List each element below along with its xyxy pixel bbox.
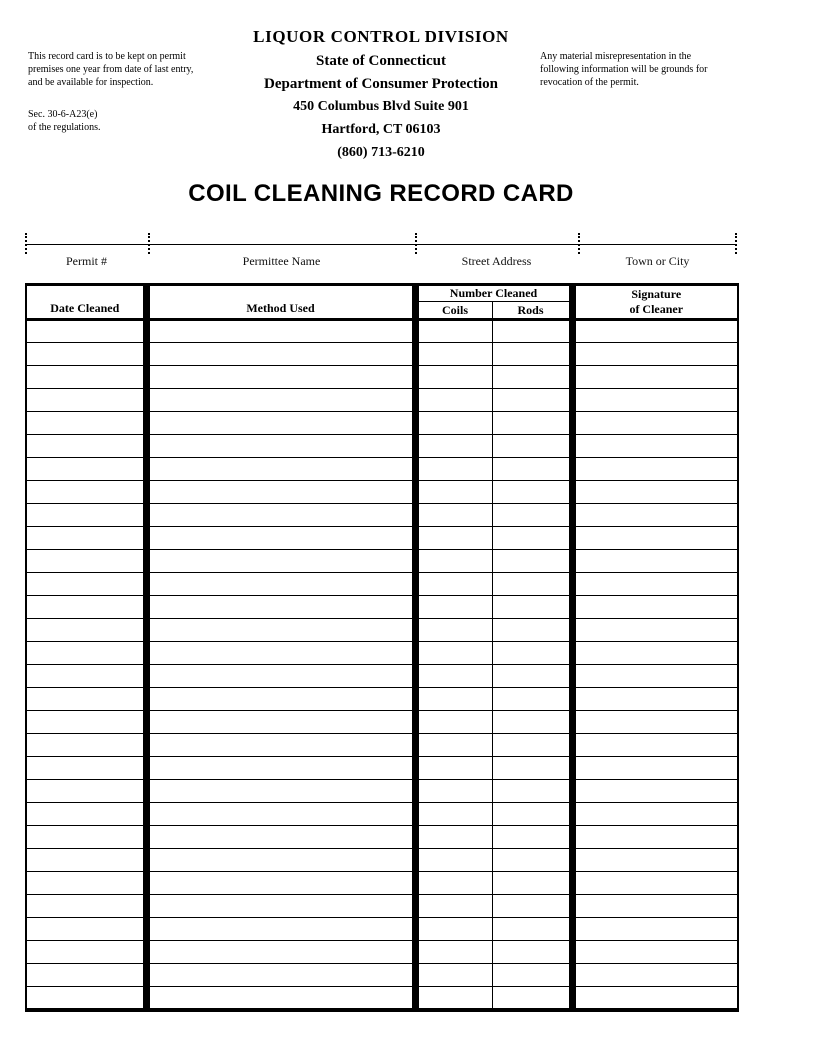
dotted-tick: [578, 233, 580, 254]
date-cleaned-cell: [26, 573, 146, 596]
method-used-cell: [146, 389, 415, 412]
date-cleaned-cell: [26, 780, 146, 803]
rods-cell: [492, 573, 572, 596]
signature-cell: [572, 964, 738, 987]
record-row: [26, 849, 738, 872]
signature-cell: [572, 481, 738, 504]
date-cleaned-header: Date Cleaned: [26, 285, 146, 320]
regulation-reference-line: of the regulations.: [28, 122, 101, 133]
record-row: [26, 366, 738, 389]
signature-cell: [572, 550, 738, 573]
misrepresentation-warning: [540, 50, 750, 89]
signature-cell: [572, 711, 738, 734]
date-cleaned-cell: [26, 642, 146, 665]
coils-cell: [415, 734, 492, 757]
method-used-cell: [146, 826, 415, 849]
signature-cell: [572, 389, 738, 412]
record-row: [26, 803, 738, 826]
retention-note-line: This record card is to be kept on permit: [28, 51, 186, 62]
dotted-tick: [735, 233, 737, 254]
record-row: [26, 642, 738, 665]
date-cleaned-cell: [26, 918, 146, 941]
date-cleaned-cell: [26, 711, 146, 734]
dotted-tick: [148, 233, 150, 254]
coils-cell: [415, 504, 492, 527]
rods-cell: [492, 872, 572, 895]
signature-cell: [572, 665, 738, 688]
page-title: COIL CLEANING RECORD CARD: [188, 180, 574, 207]
rods-cell: [492, 458, 572, 481]
record-row: [26, 389, 738, 412]
retention-note-line: premises one year from date of last entry,: [28, 64, 194, 75]
record-row: [26, 918, 738, 941]
date-cleaned-cell: [26, 458, 146, 481]
rods-cell: [492, 435, 572, 458]
method-used-cell: [146, 987, 415, 1010]
date-cleaned-cell: [26, 550, 146, 573]
method-used-cell: [146, 412, 415, 435]
date-cleaned-cell: [26, 895, 146, 918]
coils-cell: [415, 941, 492, 964]
method-used-cell: [146, 803, 415, 826]
method-used-cell: [146, 596, 415, 619]
rods-cell: [492, 895, 572, 918]
date-cleaned-cell: [26, 849, 146, 872]
signature-cell: [572, 435, 738, 458]
dotted-tick: [25, 233, 27, 254]
date-cleaned-cell: [26, 389, 146, 412]
method-used-cell: [146, 849, 415, 872]
rods-cell: [492, 366, 572, 389]
table-header: [26, 285, 738, 320]
record-row: [26, 619, 738, 642]
coils-cell: [415, 665, 492, 688]
date-cleaned-cell: [26, 757, 146, 780]
rods-cell: [492, 849, 572, 872]
coils-cell: [415, 573, 492, 596]
rods-cell: [492, 665, 572, 688]
record-row: [26, 826, 738, 849]
method-used-header: Method Used: [146, 285, 415, 320]
method-used-cell: [146, 711, 415, 734]
state-name: State of Connecticut: [316, 53, 446, 69]
method-used-cell: [146, 504, 415, 527]
record-row: [26, 688, 738, 711]
method-used-cell: [146, 780, 415, 803]
coils-cell: [415, 987, 492, 1010]
coils-cell: [415, 803, 492, 826]
rods-cell: [492, 734, 572, 757]
date-cleaned-cell: [26, 826, 146, 849]
date-cleaned-cell: [26, 366, 146, 389]
coils-cell: [415, 527, 492, 550]
method-used-cell: [146, 918, 415, 941]
number-cleaned-header: Number Cleaned: [415, 285, 572, 302]
record-row: [26, 872, 738, 895]
record-row: [26, 343, 738, 366]
record-row: [26, 734, 738, 757]
record-row: [26, 320, 738, 343]
method-used-cell: [146, 619, 415, 642]
signature-cell: [572, 803, 738, 826]
signature-header-line: of Cleaner: [629, 302, 684, 316]
misrepresentation-warning-line: revocation of the permit.: [540, 77, 639, 88]
rods-cell: [492, 757, 572, 780]
method-used-cell: [146, 688, 415, 711]
rods-header: Rods: [492, 302, 572, 320]
coils-cell: [415, 389, 492, 412]
coils-cell: [415, 780, 492, 803]
rods-cell: [492, 320, 572, 343]
coils-cell: [415, 550, 492, 573]
date-cleaned-cell: [26, 734, 146, 757]
record-row: [26, 780, 738, 803]
rods-cell: [492, 780, 572, 803]
address-line-1: 450 Columbus Blvd Suite 901: [293, 99, 469, 114]
address-line-2: Hartford, CT 06103: [321, 122, 441, 137]
permit-info-line: [25, 231, 737, 273]
record-row: [26, 527, 738, 550]
date-cleaned-cell: [26, 412, 146, 435]
record-row: [26, 711, 738, 734]
coils-cell: [415, 711, 492, 734]
method-used-cell: [146, 343, 415, 366]
rods-cell: [492, 504, 572, 527]
rods-cell: [492, 918, 572, 941]
coils-cell: [415, 366, 492, 389]
method-used-cell: [146, 573, 415, 596]
rods-cell: [492, 481, 572, 504]
method-used-cell: [146, 964, 415, 987]
date-cleaned-cell: [26, 504, 146, 527]
retention-note-line: and be available for inspection.: [28, 77, 154, 88]
record-row: [26, 550, 738, 573]
coils-cell: [415, 918, 492, 941]
method-used-cell: [146, 665, 415, 688]
coils-cell: [415, 964, 492, 987]
record-row: [26, 596, 738, 619]
record-row: [26, 665, 738, 688]
date-cleaned-cell: [26, 803, 146, 826]
coils-cell: [415, 343, 492, 366]
rods-cell: [492, 389, 572, 412]
signature-of-cleaner-header: [572, 285, 738, 320]
signature-cell: [572, 573, 738, 596]
date-cleaned-cell: [26, 527, 146, 550]
coils-cell: [415, 481, 492, 504]
rods-cell: [492, 711, 572, 734]
signature-cell: [572, 987, 738, 1010]
method-used-cell: [146, 941, 415, 964]
signature-cell: [572, 366, 738, 389]
coils-cell: [415, 895, 492, 918]
method-used-cell: [146, 527, 415, 550]
date-cleaned-cell: [26, 320, 146, 343]
dotted-tick: [415, 233, 417, 254]
record-row: [26, 941, 738, 964]
signature-cell: [572, 504, 738, 527]
signature-cell: [572, 780, 738, 803]
method-used-cell: [146, 642, 415, 665]
method-used-cell: [146, 366, 415, 389]
date-cleaned-cell: [26, 343, 146, 366]
rods-cell: [492, 619, 572, 642]
signature-cell: [572, 688, 738, 711]
signature-cell: [572, 849, 738, 872]
record-row: [26, 757, 738, 780]
date-cleaned-cell: [26, 596, 146, 619]
signature-cell: [572, 895, 738, 918]
record-row: [26, 412, 738, 435]
coils-header: Coils: [415, 302, 492, 320]
coils-cell: [415, 320, 492, 343]
coils-cell: [415, 619, 492, 642]
signature-cell: [572, 527, 738, 550]
date-cleaned-cell: [26, 481, 146, 504]
signature-cell: [572, 941, 738, 964]
method-used-cell: [146, 435, 415, 458]
signature-cell: [572, 343, 738, 366]
signature-cell: [572, 596, 738, 619]
signature-cell: [572, 872, 738, 895]
signature-cell: [572, 320, 738, 343]
permit-number-label: Permit #: [66, 254, 107, 268]
method-used-cell: [146, 872, 415, 895]
method-used-cell: [146, 734, 415, 757]
record-row: [26, 895, 738, 918]
regulation-reference-line: Sec. 30-6-A23(e): [28, 109, 98, 120]
coils-cell: [415, 826, 492, 849]
coils-cell: [415, 458, 492, 481]
date-cleaned-cell: [26, 619, 146, 642]
rods-cell: [492, 343, 572, 366]
signature-cell: [572, 734, 738, 757]
misrepresentation-warning-line: Any material misrepresentation in the: [540, 51, 692, 62]
permittee-name-label: Permittee Name: [242, 254, 321, 268]
rods-cell: [492, 527, 572, 550]
record-row: [26, 435, 738, 458]
rods-cell: [492, 688, 572, 711]
record-row: [26, 573, 738, 596]
signature-cell: [572, 458, 738, 481]
method-used-cell: [146, 550, 415, 573]
signature-cell: [572, 826, 738, 849]
record-row: [26, 481, 738, 504]
rods-cell: [492, 941, 572, 964]
rods-cell: [492, 596, 572, 619]
method-used-cell: [146, 320, 415, 343]
record-row: [26, 504, 738, 527]
date-cleaned-cell: [26, 665, 146, 688]
rods-cell: [492, 803, 572, 826]
signature-cell: [572, 412, 738, 435]
coils-cell: [415, 757, 492, 780]
method-used-cell: [146, 757, 415, 780]
coils-cell: [415, 412, 492, 435]
method-used-cell: [146, 458, 415, 481]
date-cleaned-cell: [26, 688, 146, 711]
coils-cell: [415, 872, 492, 895]
write-in-rule: [25, 244, 737, 245]
record-row: [26, 458, 738, 481]
coils-cell: [415, 596, 492, 619]
coils-cell: [415, 642, 492, 665]
method-used-cell: [146, 481, 415, 504]
street-address-label: Street Address: [461, 254, 532, 268]
coils-cell: [415, 849, 492, 872]
department-name: Department of Consumer Protection: [264, 76, 498, 92]
division-name: LIQUOR CONTROL DIVISION: [253, 27, 509, 46]
date-cleaned-cell: [26, 987, 146, 1010]
rods-cell: [492, 550, 572, 573]
record-table-body: [26, 320, 738, 1010]
misrepresentation-warning-line: following information will be grounds for: [540, 64, 708, 75]
date-cleaned-cell: [26, 435, 146, 458]
signature-cell: [572, 642, 738, 665]
date-cleaned-cell: [26, 872, 146, 895]
signature-header-line: Signature: [631, 287, 682, 301]
town-or-city-label: Town or City: [625, 254, 690, 268]
signature-cell: [572, 619, 738, 642]
date-cleaned-cell: [26, 964, 146, 987]
signature-cell: [572, 757, 738, 780]
coil-cleaning-record-table: [25, 283, 739, 1012]
agency-header: [25, 27, 737, 168]
signature-cell: [572, 918, 738, 941]
coils-cell: [415, 688, 492, 711]
record-row: [26, 964, 738, 987]
method-used-cell: [146, 895, 415, 918]
phone-number: (860) 713-6210: [337, 145, 425, 160]
rods-cell: [492, 642, 572, 665]
rods-cell: [492, 826, 572, 849]
date-cleaned-cell: [26, 941, 146, 964]
record-row: [26, 987, 738, 1010]
rods-cell: [492, 412, 572, 435]
rods-cell: [492, 964, 572, 987]
rods-cell: [492, 987, 572, 1010]
coils-cell: [415, 435, 492, 458]
